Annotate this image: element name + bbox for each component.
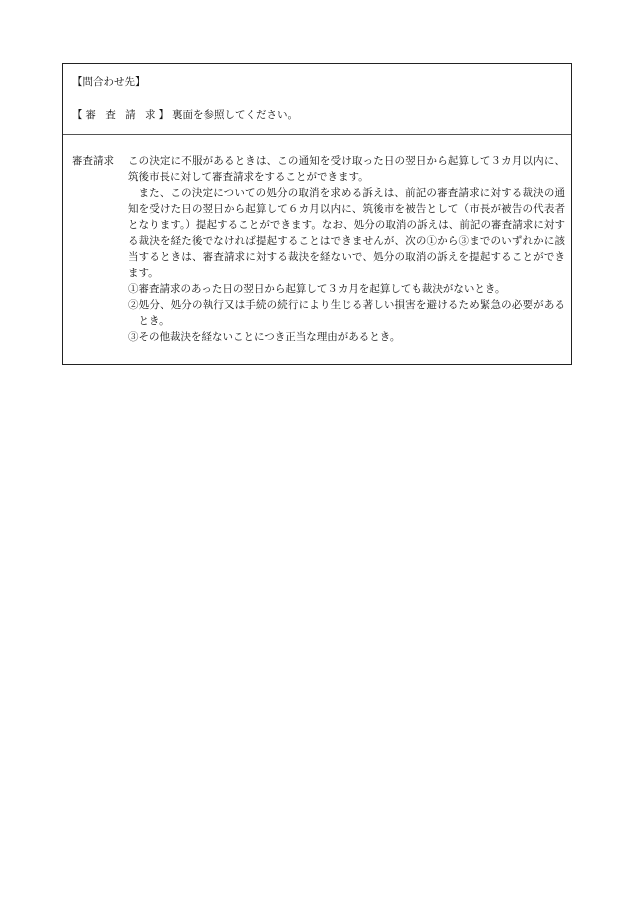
review-reference-text: 裏面を参照してください。 [172, 109, 299, 121]
review-reference-line [72, 108, 298, 122]
review-item-2: ②処分、処分の執行又は手続の続行により生じる著しい損害を避けるため緊急の必要があるとき。 [128, 299, 565, 327]
review-paragraph-2: また、この決定についての処分の取消を求める訴えは、前記の審査請求に対する裁決の通知を受けた日の翌日から起算して６カ月以内に、筑後市を被告として（市長が被告の代表者となります。）提起することができます。なお、処分の取消の訴えは、前記の審査請求に対する裁決を経た後でなければ提起することはできませんが、次の①から③までのいずれかに該当するときは、審査請求に対する裁決を経ないで、処分の取消の訴えを提起することができます。 [128, 187, 565, 279]
contact-section [63, 64, 571, 135]
review-body [128, 153, 565, 345]
review-item-3: ③その他裁決を経ないことにつき正当な理由があるとき。 [128, 331, 401, 343]
review-paragraph-1: この決定に不服があるときは、この通知を受け取った日の翌日から起算して３カ月以内に、筑後市長に対して審査請求をすることができます。 [128, 155, 565, 183]
review-item-1: ①審査請求のあった日の翌日から起算して３カ月を起算しても裁決がないとき。 [128, 283, 506, 295]
contact-label: 【問合わせ先】 [72, 76, 146, 88]
notice-box [62, 63, 572, 365]
review-reference-label: 【審 査 請 求】 [72, 109, 173, 121]
review-term: 審査請求 [72, 155, 114, 167]
